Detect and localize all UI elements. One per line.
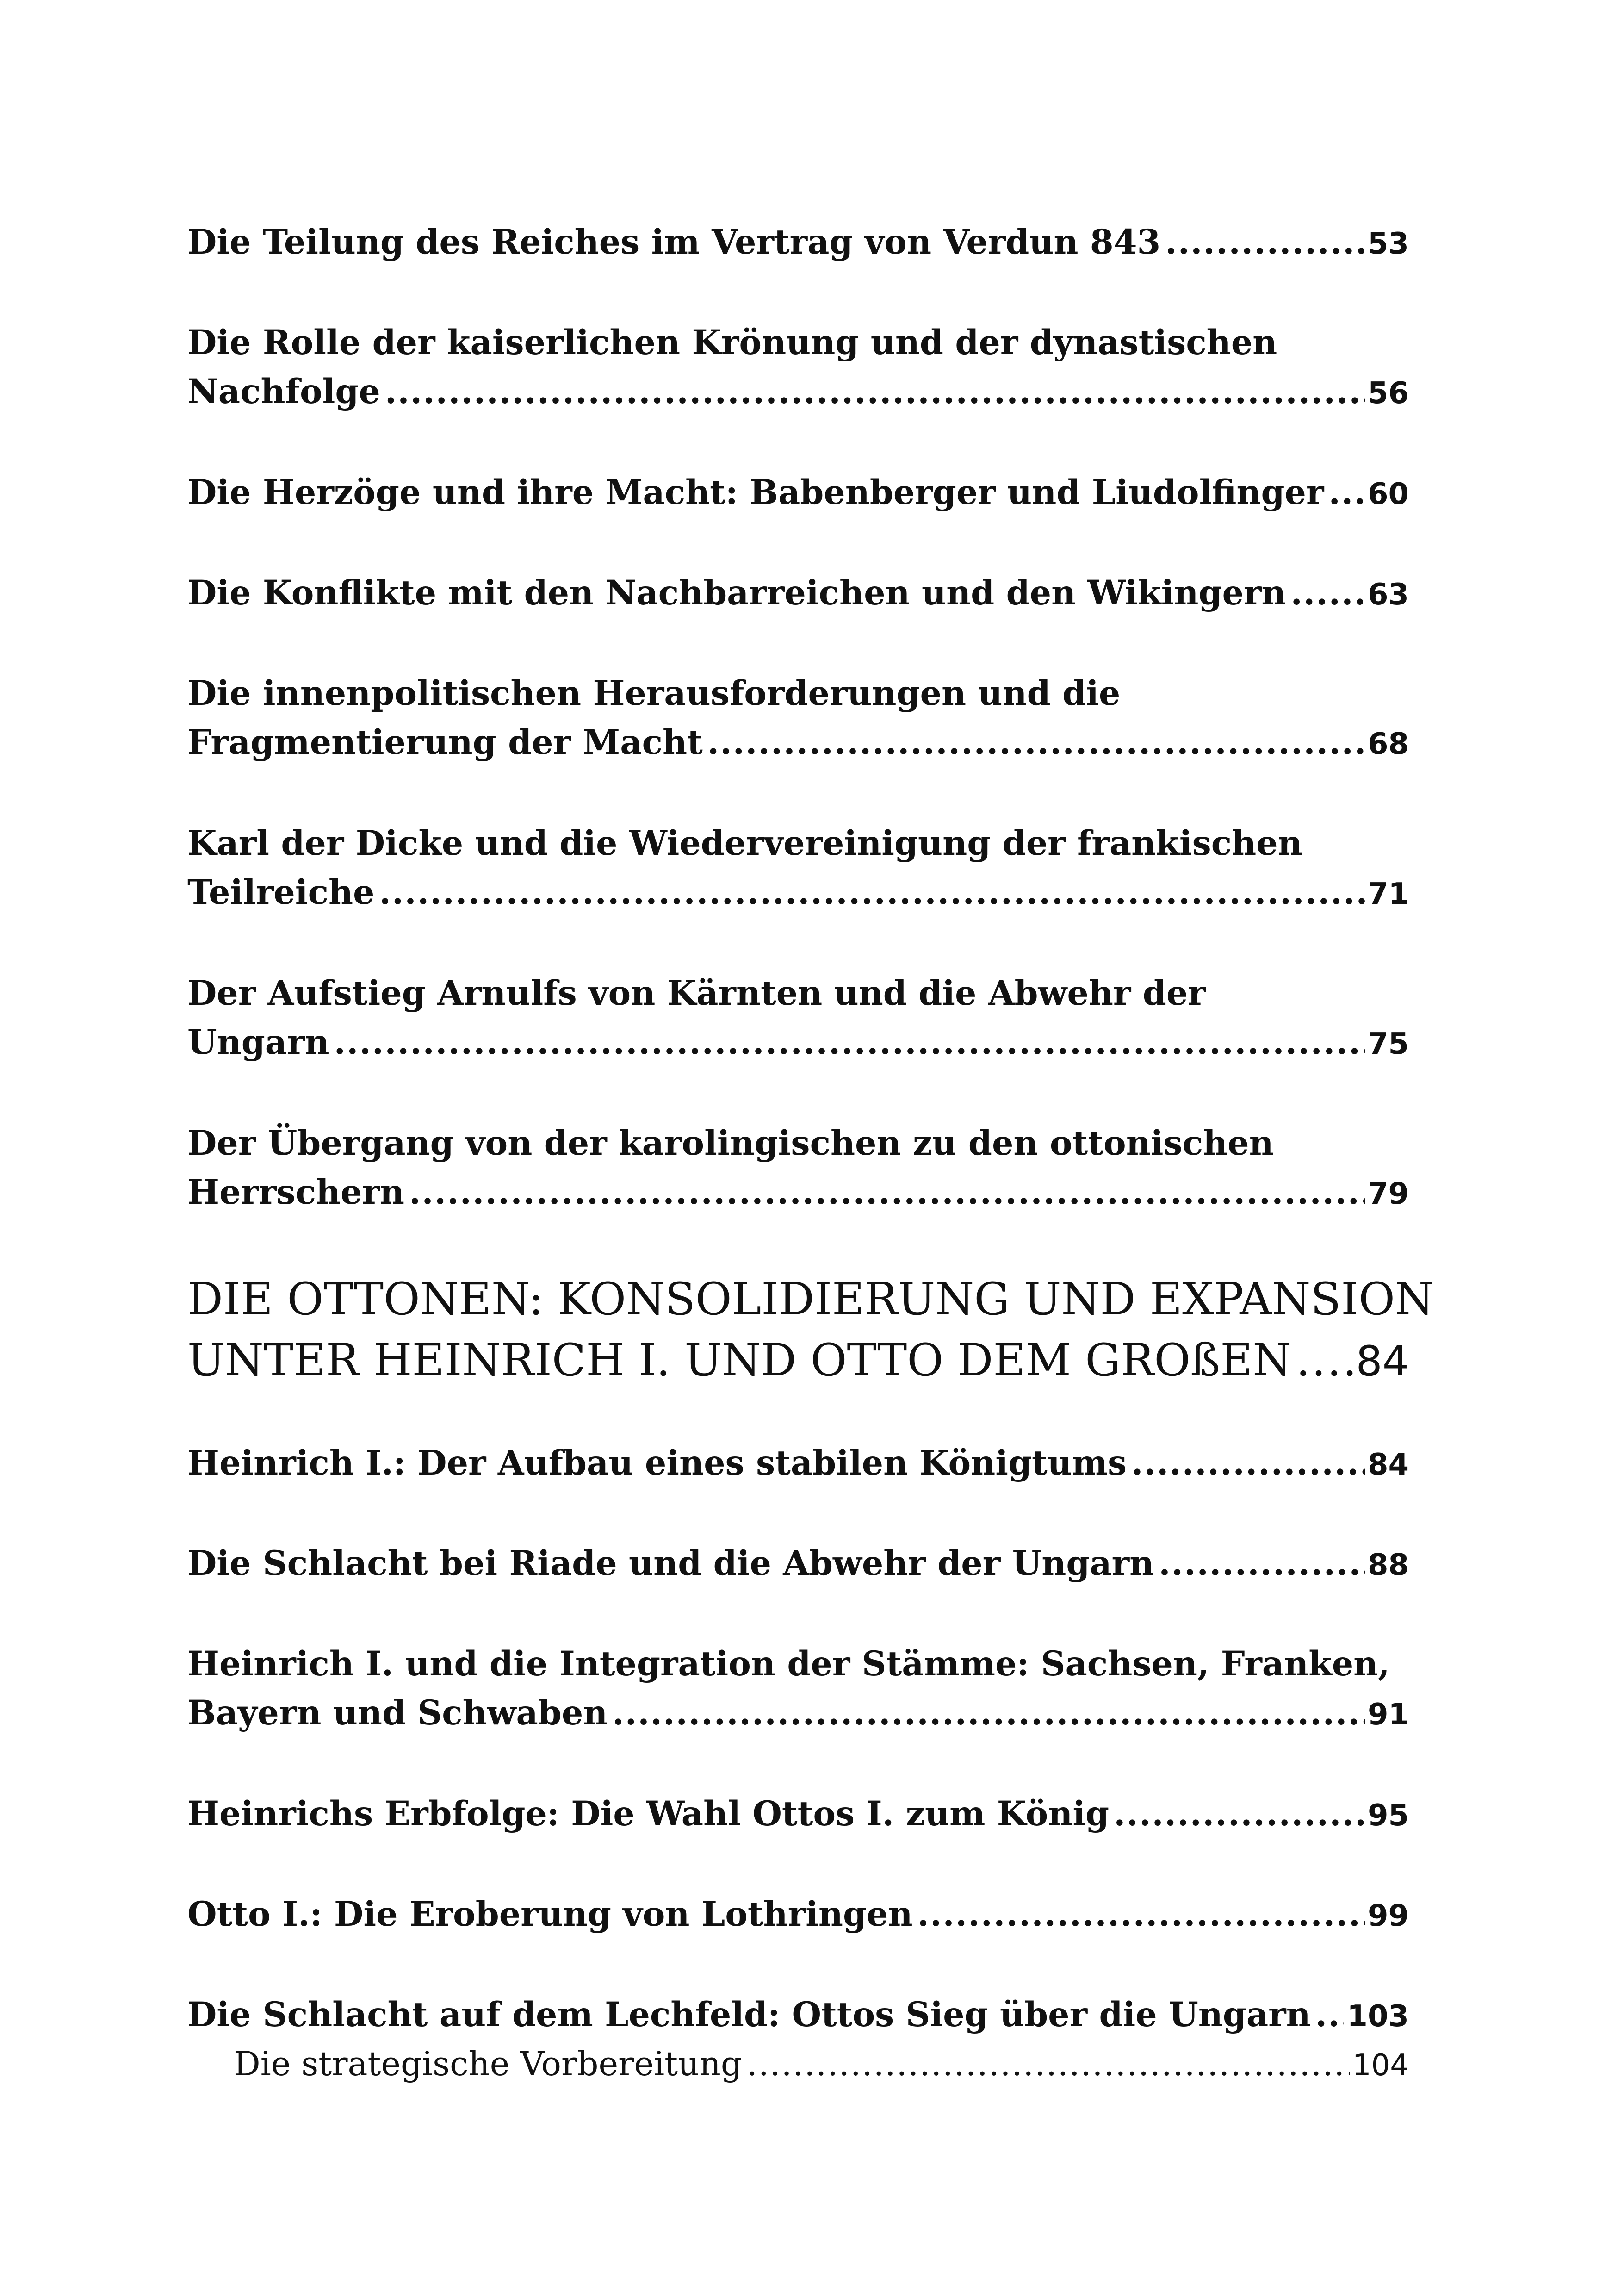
- toc-entry-title: Der Aufstieg Arnulfs von Kärnten und die Abwehr der: [187, 973, 1206, 1013]
- toc-page-number: 60: [1367, 477, 1409, 511]
- toc-entry[interactable]: [187, 819, 1409, 919]
- chapter-title: DIE OTTONEN: KONSOLIDIERUNG UND EXPANSION: [187, 1273, 1434, 1325]
- toc-entry[interactable]: [187, 1890, 1409, 1941]
- leader-dots: [917, 1890, 1365, 1939]
- toc-entry-title: Die Konflikte mit den Nachbarreichen und den Wikingern: [187, 573, 1286, 613]
- leader-dots: [1296, 1330, 1353, 1391]
- toc-entry-title: Die Rolle der kaiserlichen Krönung und der dynastischen: [187, 323, 1277, 362]
- toc-page-number: 75: [1367, 1027, 1409, 1061]
- toc-page-number: 71: [1367, 877, 1409, 911]
- toc-entry-title: Fragmentierung der Macht: [187, 722, 703, 762]
- toc-page-number: 88: [1367, 1548, 1409, 1582]
- leader-dots: [1159, 1539, 1365, 1588]
- toc-entry[interactable]: [187, 1539, 1409, 1590]
- table-of-contents: [187, 218, 1434, 2089]
- toc-entry-title: Heinrich I.: Der Aufbau eines stabilen Königtums: [187, 1443, 1127, 1483]
- toc-page-number: 53: [1367, 227, 1409, 261]
- toc-page-number: 99: [1367, 1899, 1409, 1933]
- toc-entry[interactable]: [187, 669, 1409, 769]
- toc-entry-title: Nachfolge: [187, 372, 380, 411]
- toc-entry[interactable]: [187, 218, 1409, 268]
- toc-entry-title: Die Teilung des Reiches im Vertrag von Verdun 843: [187, 222, 1161, 262]
- toc-entry-title: Herrschern: [187, 1172, 404, 1212]
- toc-entry[interactable]: [187, 468, 1409, 519]
- leader-dots: [1315, 1990, 1345, 2039]
- toc-page-number: 63: [1367, 578, 1409, 612]
- toc-subentry-title: Die strategische Vorbereitung: [234, 2044, 742, 2083]
- toc-entry-title: Die innenpolitischen Herausforderungen und die: [187, 673, 1121, 713]
- toc-entry-title: Die Schlacht auf dem Lechfeld: Ottos Sieg über die Ungarn: [187, 1995, 1311, 2035]
- toc-entry[interactable]: [187, 568, 1409, 619]
- leader-dots: [1165, 218, 1365, 267]
- toc-entry[interactable]: [187, 1438, 1409, 1489]
- toc-subentry[interactable]: [187, 2041, 1409, 2089]
- leader-dots: [612, 1688, 1365, 1737]
- leader-dots: [379, 868, 1364, 917]
- toc-entry[interactable]: [187, 969, 1409, 1069]
- leader-dots: [707, 718, 1365, 767]
- toc-entry[interactable]: [187, 318, 1409, 418]
- toc-entry-title: Karl der Dicke und die Wiedervereinigung der frankischen: [187, 823, 1302, 863]
- toc-page-number: 103: [1347, 1999, 1409, 2034]
- toc-page-number: 68: [1367, 727, 1409, 761]
- leader-dots: [1114, 1789, 1365, 1838]
- toc-entry-title: Der Übergang von der karolingischen zu den ottonischen: [187, 1123, 1274, 1163]
- chapter-page-number: 84: [1356, 1337, 1409, 1386]
- toc-entry-title: Heinrich I. und die Integration der Stämme: Sachsen, Franken,: [187, 1644, 1390, 1684]
- toc-page-number: 95: [1367, 1798, 1409, 1833]
- toc-entry[interactable]: [187, 1639, 1409, 1739]
- toc-page-number: 91: [1367, 1698, 1409, 1732]
- toc-chapter-heading[interactable]: [187, 1269, 1434, 1392]
- leader-dots: [1131, 1438, 1365, 1487]
- toc-page-number: 56: [1367, 376, 1409, 411]
- leader-dots: [747, 2041, 1350, 2087]
- toc-entry-title: Die Herzöge und ihre Macht: Babenberger und Liudolfinger: [187, 473, 1324, 512]
- leader-dots: [385, 367, 1365, 416]
- toc-entry[interactable]: [187, 1789, 1409, 1840]
- toc-entry-title: Otto I.: Die Eroberung von Lothringen: [187, 1894, 913, 1934]
- toc-entry[interactable]: [187, 1119, 1409, 1219]
- toc-entry-title: Die Schlacht bei Riade und die Abwehr der Ungarn: [187, 1543, 1154, 1583]
- toc-entry-title: Teilreiche: [187, 872, 375, 912]
- toc-page-number: 104: [1352, 2048, 1409, 2083]
- toc-entry-title: Heinrichs Erbfolge: Die Wahl Ottos I. zum König: [187, 1794, 1110, 1834]
- leader-dots: [409, 1168, 1365, 1217]
- toc-page-number: 79: [1367, 1177, 1409, 1211]
- leader-dots: [334, 1018, 1365, 1067]
- chapter-title: UNTER HEINRICH I. UND OTTO DEM GROßEN: [187, 1334, 1292, 1386]
- leader-dots: [1328, 468, 1364, 517]
- toc-entry[interactable]: [187, 1990, 1409, 2041]
- toc-entry-title: Bayern und Schwaben: [187, 1693, 608, 1733]
- toc-entry-title: Ungarn: [187, 1022, 329, 1062]
- leader-dots: [1290, 568, 1365, 617]
- toc-page-number: 84: [1367, 1448, 1409, 1482]
